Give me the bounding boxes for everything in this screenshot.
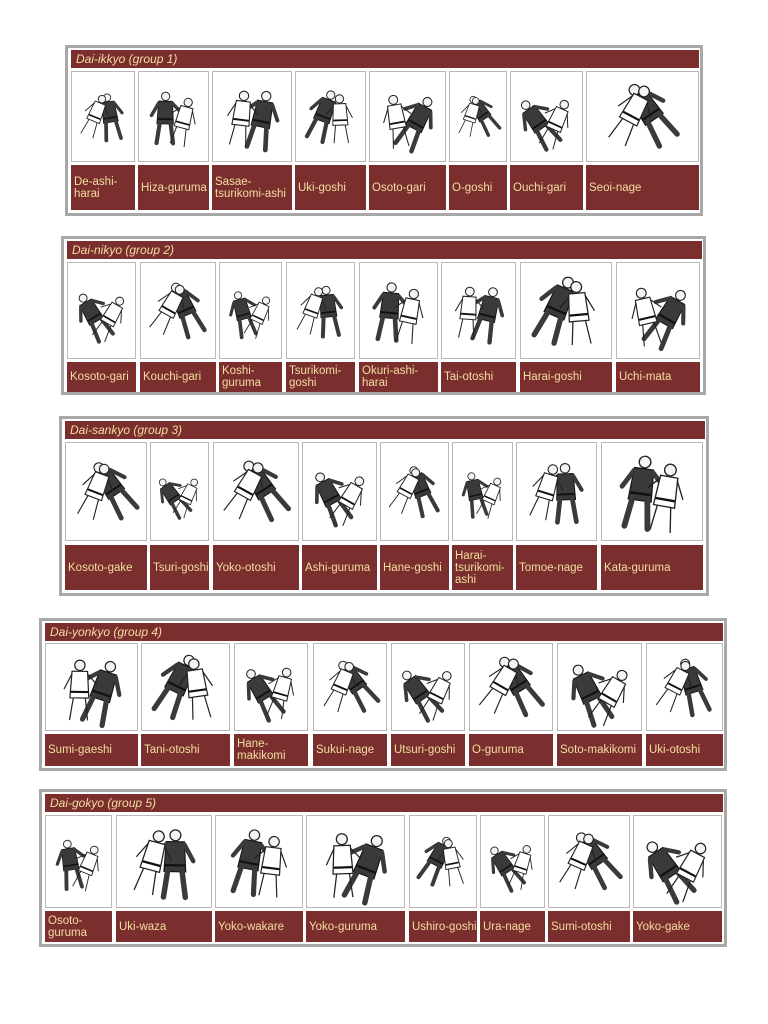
technique-name: Kosoto-gake [65, 545, 147, 590]
technique-name: Tomoe-nage [516, 545, 597, 590]
technique-illustration [219, 262, 282, 359]
judo-throw-icon [117, 816, 211, 907]
technique-illustration [116, 815, 212, 908]
technique-name: Sukui-nage [313, 734, 387, 766]
judo-throw-icon [214, 443, 298, 540]
technique-name: Sasae-tsurikomi-ashi [212, 165, 292, 210]
technique-illustration [601, 442, 703, 541]
judo-throw-icon [602, 443, 702, 540]
judo-throw-icon [216, 816, 302, 907]
technique-name: Osoto-guruma [45, 911, 112, 942]
technique-illustration [520, 262, 612, 359]
judo-throw-icon [481, 816, 544, 907]
judo-throw-icon [360, 263, 437, 358]
technique-name: Tsurikomi-goshi [286, 362, 355, 392]
technique-illustration [138, 71, 209, 162]
technique-name: Osoto-gari [369, 165, 446, 210]
judo-throw-icon [141, 263, 215, 358]
judo-throw-icon [213, 72, 291, 161]
technique-name: Harai-tsurikomi-ashi [452, 545, 513, 590]
judo-throw-icon [392, 644, 464, 730]
technique-name: Uki-goshi [295, 165, 366, 210]
judo-throw-icon [46, 644, 137, 730]
technique-name: Okuri-ashi-harai [359, 362, 438, 392]
technique-name: Tai-otoshi [441, 362, 516, 392]
judo-throw-icon [381, 443, 448, 540]
judo-throw-icon [220, 263, 281, 358]
technique-illustration [516, 442, 597, 541]
technique-name: Koshi-guruma [219, 362, 282, 392]
technique-illustration [586, 71, 699, 162]
judo-throw-icon [634, 816, 721, 907]
technique-illustration [313, 643, 387, 731]
technique-illustration [306, 815, 405, 908]
technique-illustration [67, 262, 136, 359]
technique-illustration [141, 643, 230, 731]
technique-name: Hane-makikomi [234, 734, 308, 766]
technique-illustration [295, 71, 366, 162]
judo-throw-icon [287, 263, 354, 358]
judo-throw-icon [66, 443, 146, 540]
technique-name: Yoko-wakare [215, 911, 303, 942]
technique-name: O-goshi [449, 165, 507, 210]
judo-throw-icon [303, 443, 376, 540]
judo-throw-icon [558, 644, 641, 730]
technique-name: Uki-waza [116, 911, 212, 942]
group-title: Dai-nikyo (group 2) [67, 241, 702, 259]
technique-name: O-guruma [469, 734, 553, 766]
technique-name: Uchi-mata [616, 362, 700, 392]
technique-name: De-ashi-harai [71, 165, 135, 210]
judo-throw-icon [314, 644, 386, 730]
technique-illustration [369, 71, 446, 162]
technique-illustration [286, 262, 355, 359]
technique-name: Ouchi-gari [510, 165, 583, 210]
group-title: Dai-yonkyo (group 4) [45, 623, 723, 641]
judo-throw-icon [521, 263, 611, 358]
technique-name: Sumi-otoshi [548, 911, 630, 942]
technique-name: Hane-goshi [380, 545, 449, 590]
technique-illustration [548, 815, 630, 908]
judo-throw-icon [517, 443, 596, 540]
technique-name: Kata-guruma [601, 545, 703, 590]
technique-name: Ura-nage [480, 911, 545, 942]
technique-illustration [441, 262, 516, 359]
technique-name: Sumi-gaeshi [45, 734, 138, 766]
judo-throw-icon [72, 72, 134, 161]
technique-illustration [215, 815, 303, 908]
group-title: Dai-ikkyo (group 1) [71, 50, 699, 68]
technique-name: Kouchi-gari [140, 362, 216, 392]
technique-illustration [452, 442, 513, 541]
technique-illustration [140, 262, 216, 359]
technique-illustration [391, 643, 465, 731]
judo-throw-icon [511, 72, 582, 161]
judo-throw-icon [470, 644, 552, 730]
technique-illustration [409, 815, 477, 908]
technique-illustration [65, 442, 147, 541]
judo-throw-icon [235, 644, 307, 730]
technique-name: Yoko-otoshi [213, 545, 299, 590]
judo-throw-icon [68, 263, 135, 358]
technique-illustration [45, 815, 112, 908]
technique-illustration [510, 71, 583, 162]
judo-throw-icon [453, 443, 512, 540]
judo-throw-icon [617, 263, 699, 358]
technique-illustration [45, 643, 138, 731]
judo-throw-icon [307, 816, 404, 907]
technique-illustration [616, 262, 700, 359]
technique-name: Ushiro-goshi [409, 911, 477, 942]
judo-throw-icon [370, 72, 445, 161]
technique-illustration [633, 815, 722, 908]
group-title: Dai-sankyo (group 3) [65, 421, 705, 439]
judo-throw-icon [647, 644, 722, 730]
technique-name: Yoko-guruma [306, 911, 405, 942]
judo-throw-icon [450, 72, 506, 161]
judo-throw-icon [296, 72, 365, 161]
judo-throw-icon [410, 816, 476, 907]
technique-illustration [234, 643, 308, 731]
technique-name: Soto-makikomi [557, 734, 642, 766]
judo-throw-icon [139, 72, 208, 161]
technique-name: Kosoto-gari [67, 362, 136, 392]
technique-illustration [480, 815, 545, 908]
technique-illustration [71, 71, 135, 162]
technique-name: Seoi-nage [586, 165, 699, 210]
technique-name: Yoko-gake [633, 911, 722, 942]
group-title: Dai-gokyo (group 5) [45, 794, 723, 812]
judo-throw-icon [587, 72, 698, 161]
judo-throw-icon [442, 263, 515, 358]
technique-illustration [359, 262, 438, 359]
technique-name: Tani-otoshi [141, 734, 230, 766]
technique-name: Tsuri-goshi [150, 545, 209, 590]
technique-illustration [150, 442, 209, 541]
technique-name: Utsuri-goshi [391, 734, 465, 766]
technique-illustration [646, 643, 723, 731]
technique-illustration [213, 442, 299, 541]
technique-name: Hiza-guruma [138, 165, 209, 210]
technique-illustration [380, 442, 449, 541]
judo-throw-icon [46, 816, 111, 907]
technique-name: Harai-goshi [520, 362, 612, 392]
technique-illustration [212, 71, 292, 162]
judo-throw-icon [142, 644, 229, 730]
technique-name: Ashi-guruma [302, 545, 377, 590]
technique-illustration [557, 643, 642, 731]
judo-throw-icon [151, 443, 208, 540]
technique-illustration [302, 442, 377, 541]
technique-name: Uki-otoshi [646, 734, 723, 766]
technique-illustration [449, 71, 507, 162]
judo-throw-icon [549, 816, 629, 907]
technique-illustration [469, 643, 553, 731]
